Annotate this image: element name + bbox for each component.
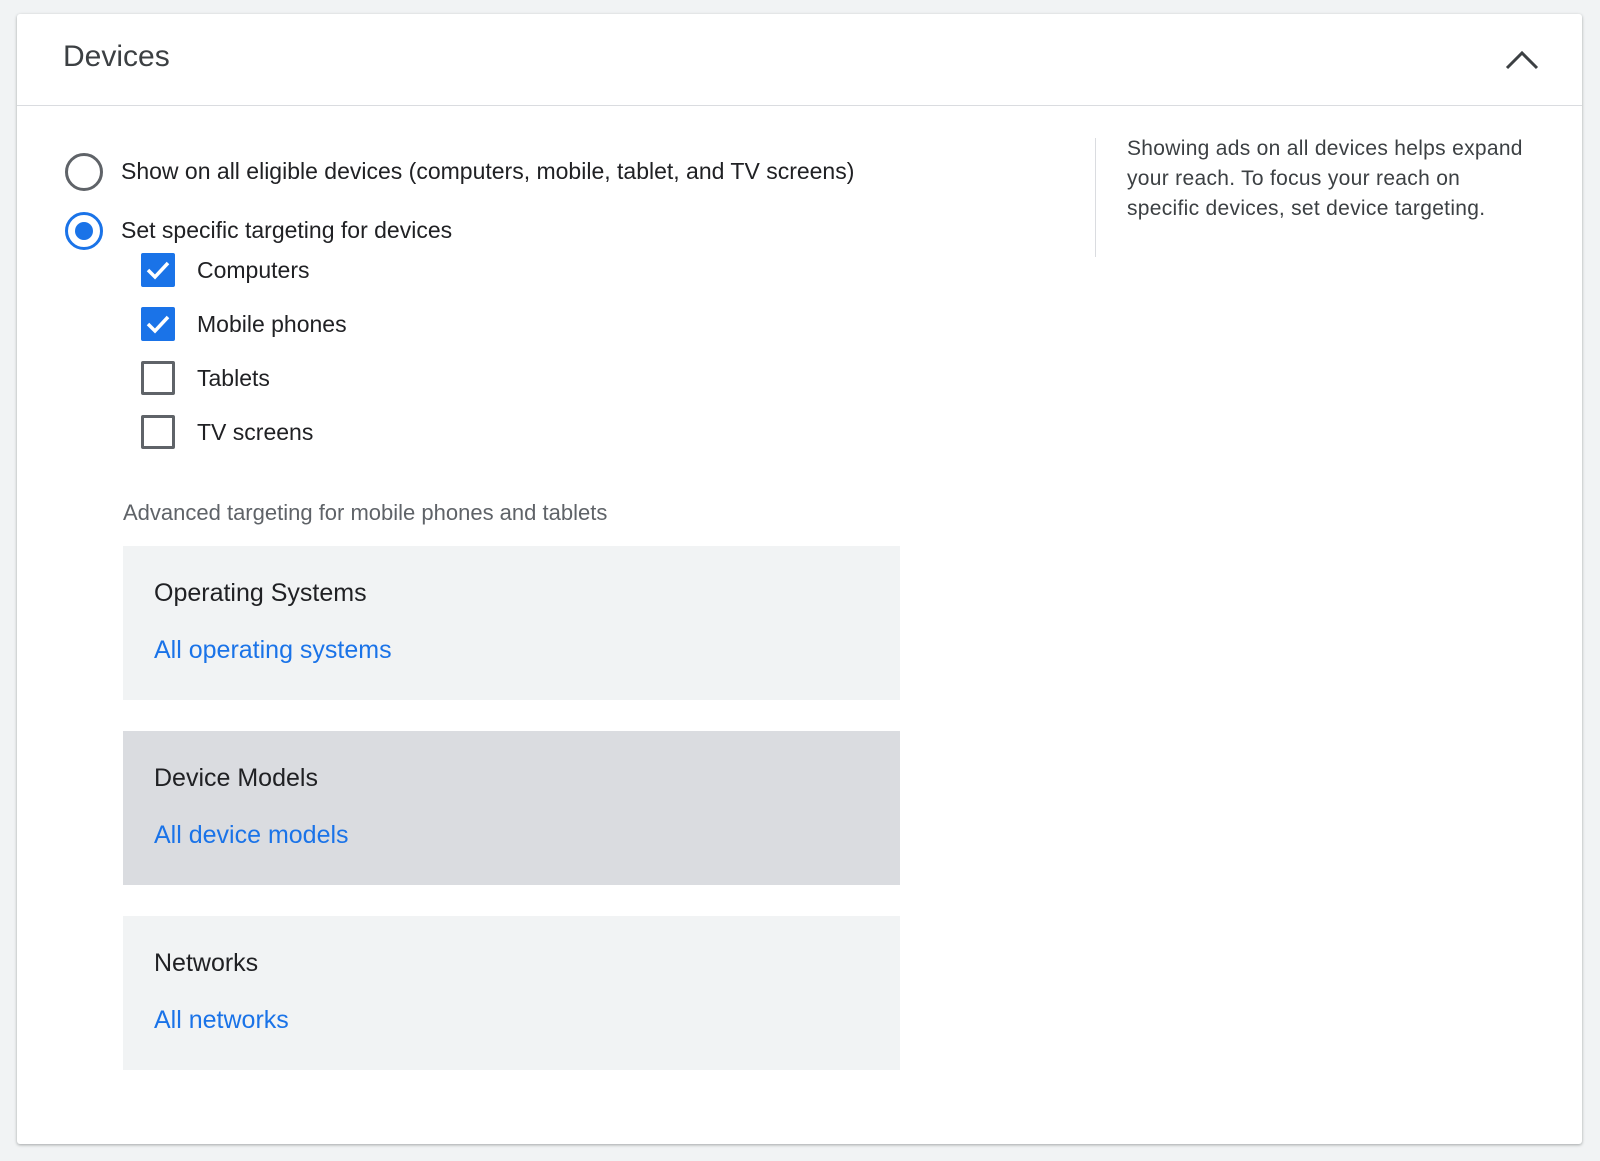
- device-models-panel[interactable]: [123, 731, 900, 885]
- networks-link[interactable]: All networks: [154, 1006, 289, 1034]
- chevron-up-icon: [1505, 50, 1539, 70]
- device-models-title: Device Models: [154, 764, 318, 792]
- networks-panel[interactable]: [123, 916, 900, 1070]
- checkmark-icon: [145, 313, 171, 335]
- checkbox-mobile-phones-label[interactable]: Mobile phones: [197, 311, 347, 337]
- checkbox-mobile-phones[interactable]: [141, 307, 175, 341]
- radio-all-devices-label[interactable]: Show on all eligible devices (computers, mobile, tablet, and TV screens): [121, 158, 855, 184]
- operating-systems-panel[interactable]: [123, 546, 900, 700]
- checkmark-icon: [145, 259, 171, 281]
- radio-specific-targeting-label[interactable]: Set specific targeting for devices: [121, 217, 453, 243]
- card-header[interactable]: [17, 14, 1582, 106]
- radio-specific-targeting[interactable]: [65, 212, 103, 250]
- help-text: Showing ads on all devices helps expand your reach. To focus your reach on specific devices, set device targeting.: [1127, 137, 1523, 220]
- operating-systems-title: Operating Systems: [154, 579, 367, 607]
- networks-title: Networks: [154, 949, 259, 977]
- devices-card: [17, 14, 1582, 1144]
- checkbox-tv-screens[interactable]: [141, 415, 175, 449]
- operating-systems-link[interactable]: All operating systems: [154, 636, 392, 664]
- device-models-link[interactable]: All device models: [154, 821, 349, 849]
- help-divider: [1095, 138, 1096, 257]
- collapse-button[interactable]: [1498, 36, 1546, 84]
- checkbox-tablets[interactable]: [141, 361, 175, 395]
- card-title: Devices: [63, 40, 170, 73]
- checkbox-tablets-label[interactable]: Tablets: [197, 365, 270, 391]
- checkbox-computers-label[interactable]: Computers: [197, 257, 310, 283]
- checkbox-computers[interactable]: [141, 253, 175, 287]
- advanced-targeting-caption: Advanced targeting for mobile phones and tablets: [123, 500, 608, 525]
- radio-all-devices[interactable]: [65, 153, 103, 191]
- checkbox-tv-screens-label[interactable]: TV screens: [197, 419, 314, 445]
